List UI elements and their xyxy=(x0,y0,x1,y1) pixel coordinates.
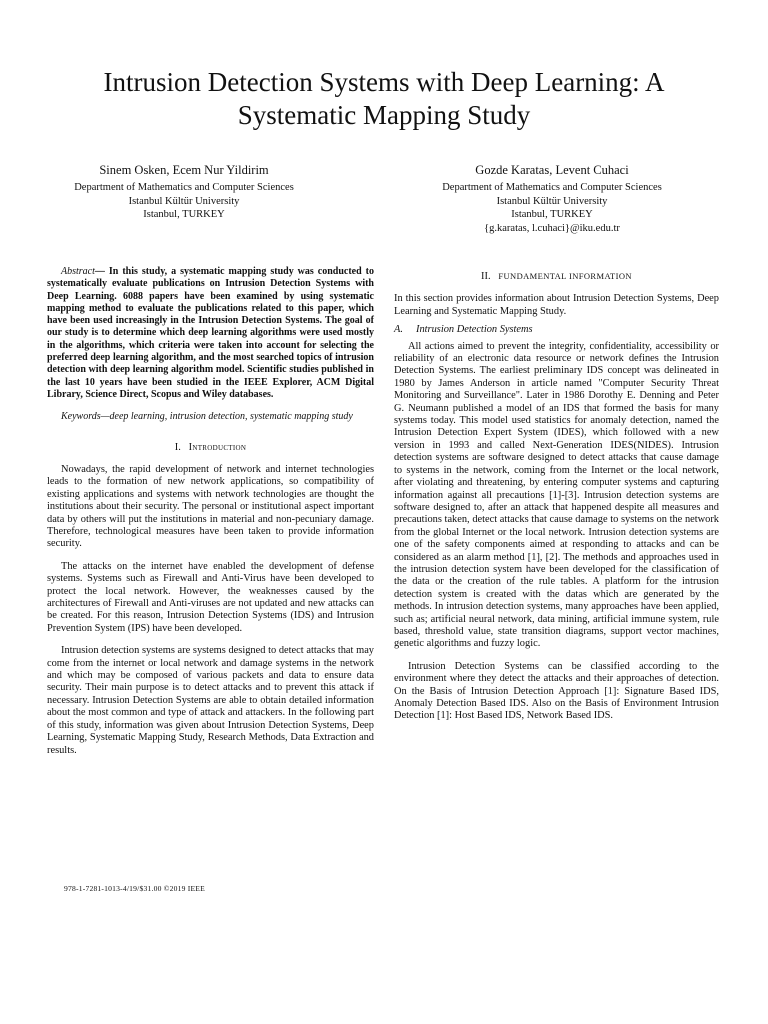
section-title: FUNDAMENTAL INFORMATION xyxy=(498,271,632,281)
author-block-left xyxy=(34,162,334,222)
author-department: Department of Mathematics and Computer Sciences xyxy=(74,182,294,193)
right-column xyxy=(394,270,719,733)
subsection-label: A. xyxy=(394,324,403,336)
abstract-lead: Abstract xyxy=(61,266,95,277)
author-email: {g.karatas, l.cuhaci}@iku.edu.tr xyxy=(484,222,620,234)
author-names: Gozde Karatas, Levent Cuhaci xyxy=(475,163,629,177)
paragraph: Nowadays, the rapid development of network and internet technologies leads to the formation of new network applications, so compatibility of existing applications and systems with network technologies are thought the institutions about their security. The personal or institutional aspect important data by others will put the institutions in material and non-pecuniary damage. Therefore, technological measures have been taken to provide information security. xyxy=(47,463,374,550)
paragraph: All actions aimed to prevent the integrity, confidentiality, accessibility or reliability of an electronic data resource or network defines the Intrusion Detection Systems. The earliest preliminary IDS concept was delineated in 1980 by James Anderson in article named "Computer Security Threat Monitoring and Surveillance". Later in 1986 Dorothy E. Denning and Peter G. Neumann published a model of an IDS that formed the basis for many systems today. This model used statistics for anomaly detection, named the Intrusion Detection Expert System (IDES), which followed with a new version in 1993 and called Next-Generation IDES(NIDES). Intrusion detection systems are software designed to detect attacks that cause damage to systems in the network, coming from the Internet or the local network, after violating and threatening, by entering computer systems and capturing information against all precautions [1]-[3]. Intrusion detection systems are software designed to, after an attack that happened despite all measures and precautions taken, detect attacks that cause damage to systems on the network from the global Internet or the local network. Intrusion detection systems are one of the safety components aimed at responding to attacks and can be considered as an alarm method [1], [2]. The methods and approaches used in the intrusion detection system have been developed for the classification of the data or the creation of the rule tables. A platform for the intrusion detection system is created with the datas which are generated by the methods. In intrusion detection systems, many approaches have been applied, such as; artificial neural network, data mining, artificial immune system, rule based, threshold value, state transition diagrams, support vector machines, genetic algorithms and fuzzy logic. xyxy=(394,340,719,650)
section-number: II. xyxy=(481,271,491,282)
left-column xyxy=(47,266,374,767)
author-university: Istanbul Kültür University xyxy=(496,195,608,207)
subsection-heading xyxy=(394,324,719,336)
author-city: Istanbul, TURKEY xyxy=(511,209,593,220)
author-block-right xyxy=(402,162,702,235)
author-department: Department of Mathematics and Computer Sciences xyxy=(442,182,662,193)
author-names: Sinem Osken, Ecem Nur Yildirim xyxy=(99,163,269,177)
keywords: Keywords—deep learning, intrusion detection, systematic mapping study xyxy=(61,411,353,423)
author-university: Istanbul Kültür University xyxy=(128,195,240,207)
author-city: Istanbul, TURKEY xyxy=(143,209,225,220)
section-heading-introduction xyxy=(47,442,374,454)
paragraph: The attacks on the internet have enabled the development of defense systems. Systems such as Firewall and Anti-Virus have been developed to protect the local network. However, the weaknesses caused by the architectures of Firewall and Anti-viruses are not updated and new attacks can be created. For this reason, Intrusion Detection Systems (IDS) and Intrusion Prevention System (IPS) have been developed. xyxy=(47,560,374,634)
title-line-2: Systematic Mapping Study xyxy=(237,100,531,130)
paragraph: Intrusion detection systems are systems designed to detect attacks that may come from the internet or local network and damage systems in the network and which may be composed of various packets and data to ensure data security. Their main purpose is to detect attacks and to prevent this attack if necessary. Intrusion Detection Systems are able to obtain detailed information about the most common and type of attack and attackers. In the following part of this study, information was given about Intrusion Detection Systems, Deep Learning, Systematic Mapping Study, Research Methods, Data Extraction and results. xyxy=(47,645,374,756)
copyright-footer: 978-1-7281-1013-4/19/$31.00 ©2019 IEEE xyxy=(64,884,205,893)
section-number: I. xyxy=(174,441,181,453)
title-line-1: Intrusion Detection Systems with Deep Learning: A xyxy=(103,67,665,97)
abstract-text: — In this study, a systematic mapping study was conducted to systematically evaluate publications on Intrusion Detection Systems with Deep Learning. 6088 papers have been examined by using systematic mapping method to evaluate the publications related to this paper, which have been used increasingly in the Intrusion Detection Systems. The goal of our study is to determine which deep learning algorithms were used mostly in the algorithms, which criteria were taken into account for selecting the preferred deep learning algorithm, and the most searched topics of intrusion detection with deep learning algorithm model. Scientific studies published in the last 10 years have been studied in the IEEE Explorer, ACM Digital Library, Science Direct, Scopus and Wiley databases. xyxy=(47,266,374,400)
paragraph: In this section provides information about Intrusion Detection Systems, Deep Learning and Systematic Mapping Study. xyxy=(394,293,719,317)
section-title: Introduction xyxy=(188,441,247,453)
paragraph: Intrusion Detection Systems can be classified according to the environment where they detect the attacks and their approaches of detection. On the Basis of Intrusion Detection Approach [1]: Signature Based IDS, Anomaly Detection Based IDS. Also on the Basis of Environment Intrusion Detection [1]: Host Based IDS, Network Based IDS. xyxy=(394,660,719,722)
paper-title xyxy=(30,66,738,132)
subsection-title: Intrusion Detection Systems xyxy=(416,324,533,336)
abstract xyxy=(47,266,374,401)
section-heading-fundamental xyxy=(394,270,719,283)
